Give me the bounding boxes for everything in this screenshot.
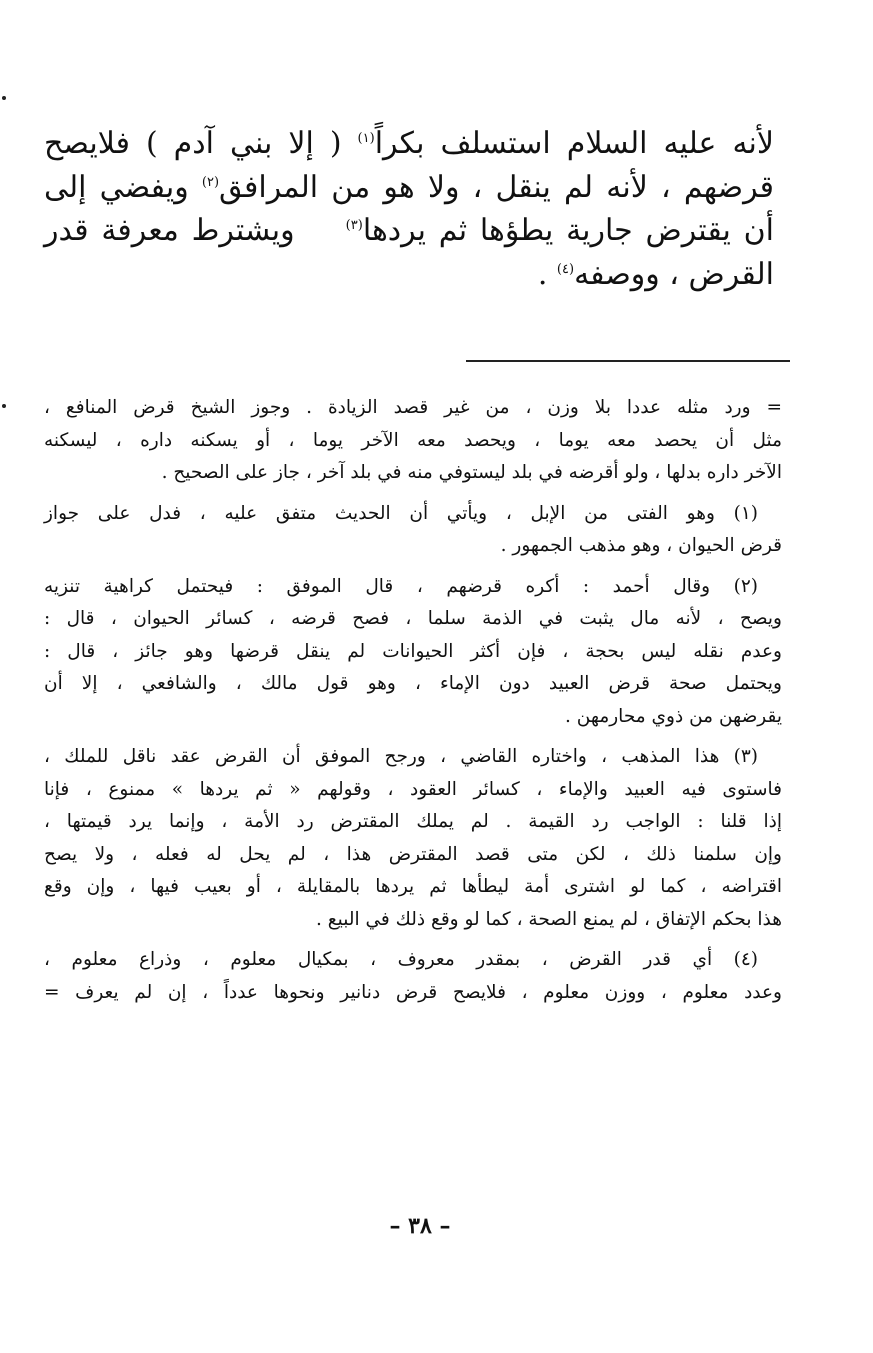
footnote-continuation: = ورد مثله عددا بلا وزن ، من غير قصد الزيادة . وجوز الشيخ قرض المنافع ، مثل أن يحصد معه يوما ، ويحصد معه الآخر يوما ، أو يسكنه داره ، ليسكنه الآخر داره بدلها ، ولو أقرضه في بلد ليستوفي منه في بلد آخر ، جاز على الصحيح . bbox=[44, 397, 782, 483]
footnote-2: (٢) وقال أحمد : أكره قرضهم ، قال الموفق : فيحتمل كراهية تنزيه ويصح ، لأنه مال يثبت في الذمة سلما ، فصح قرضه ، كسائر الحيوان ، قال : وعدم نقله ليس بحجة ، فإن أكثر الحيوانات لم ينقل قرضها وهو جائز ، قال : ويحتمل صحة قرض العبيد دون الإماء ، وهو قول مالك ، والشافعي ، إلا أن يقرضهن من ذوي محارمهن . bbox=[44, 575, 782, 727]
footnote-1: (١) وهو الفتى من الإبل ، ويأتي أن الحديث متفق عليه ، فدل على جواز قرض الحيوان ، وهو مذهب الجمهور . bbox=[44, 502, 782, 556]
main-text-line: أن يقترض جارية يطؤها ثم يردها$^{(٣)}$ ويشترط معرفة قدر bbox=[44, 213, 774, 248]
footnote-3: (٣) هذا المذهب ، واختاره القاضي ، ورجح الموفق أن القرض عقد ناقل للملك ، فاستوى فيه العبيد والإماء ، كسائر العقود ، وقولهم « ثم يردها » ممنوع ، فإنا إذا قلنا : الواجب رد القيمة . لم يملك المقترض رد الأمة ، وإنما يرد قيمتها ، وإن سلمنا ذلك ، لكن متى قصد المقترض هذا ، لم يحل له فعله ، ولا يصح اقتراضه ، كما لو اشترى أمة ليطأها ثم يردها بالمقايلة ، أو بعيب فيها ، وإن وقع هذا بحكم الإتفاق ، لم يمنع الصحة ، كما لو وقع ذلك في البيع . bbox=[44, 746, 782, 930]
footnote-separator bbox=[466, 360, 790, 362]
footnotes bbox=[44, 392, 782, 1017]
main-text-line: القرض ، ووصفه$^{(٤)}$ . bbox=[537, 256, 774, 292]
main-text-line: قرضهم ، لأنه لم ينقل ، ولا هو من المرافق$^{(٢)}$ ويفضي إلى bbox=[44, 169, 774, 205]
page-number: – ٣٨ – bbox=[389, 1213, 451, 1239]
scan-mark-middle bbox=[2, 404, 6, 408]
footnote-4: (٤) أي قدر القرض ، بمقدر معروف ، بمكيال معلوم ، وذراع معلوم ، وعدد معلوم ، ووزن معلوم ، فلايصح قرض دنانير ونحوها عدداً ، إن لم يعرف = bbox=[44, 949, 782, 1003]
main-text-line: لأنه عليه السلام استسلف بكراً$^{(١)}$ ( إلا بني آدم ) فلايصح bbox=[44, 126, 775, 161]
scan-mark-top bbox=[2, 96, 6, 100]
main-text bbox=[44, 122, 774, 296]
